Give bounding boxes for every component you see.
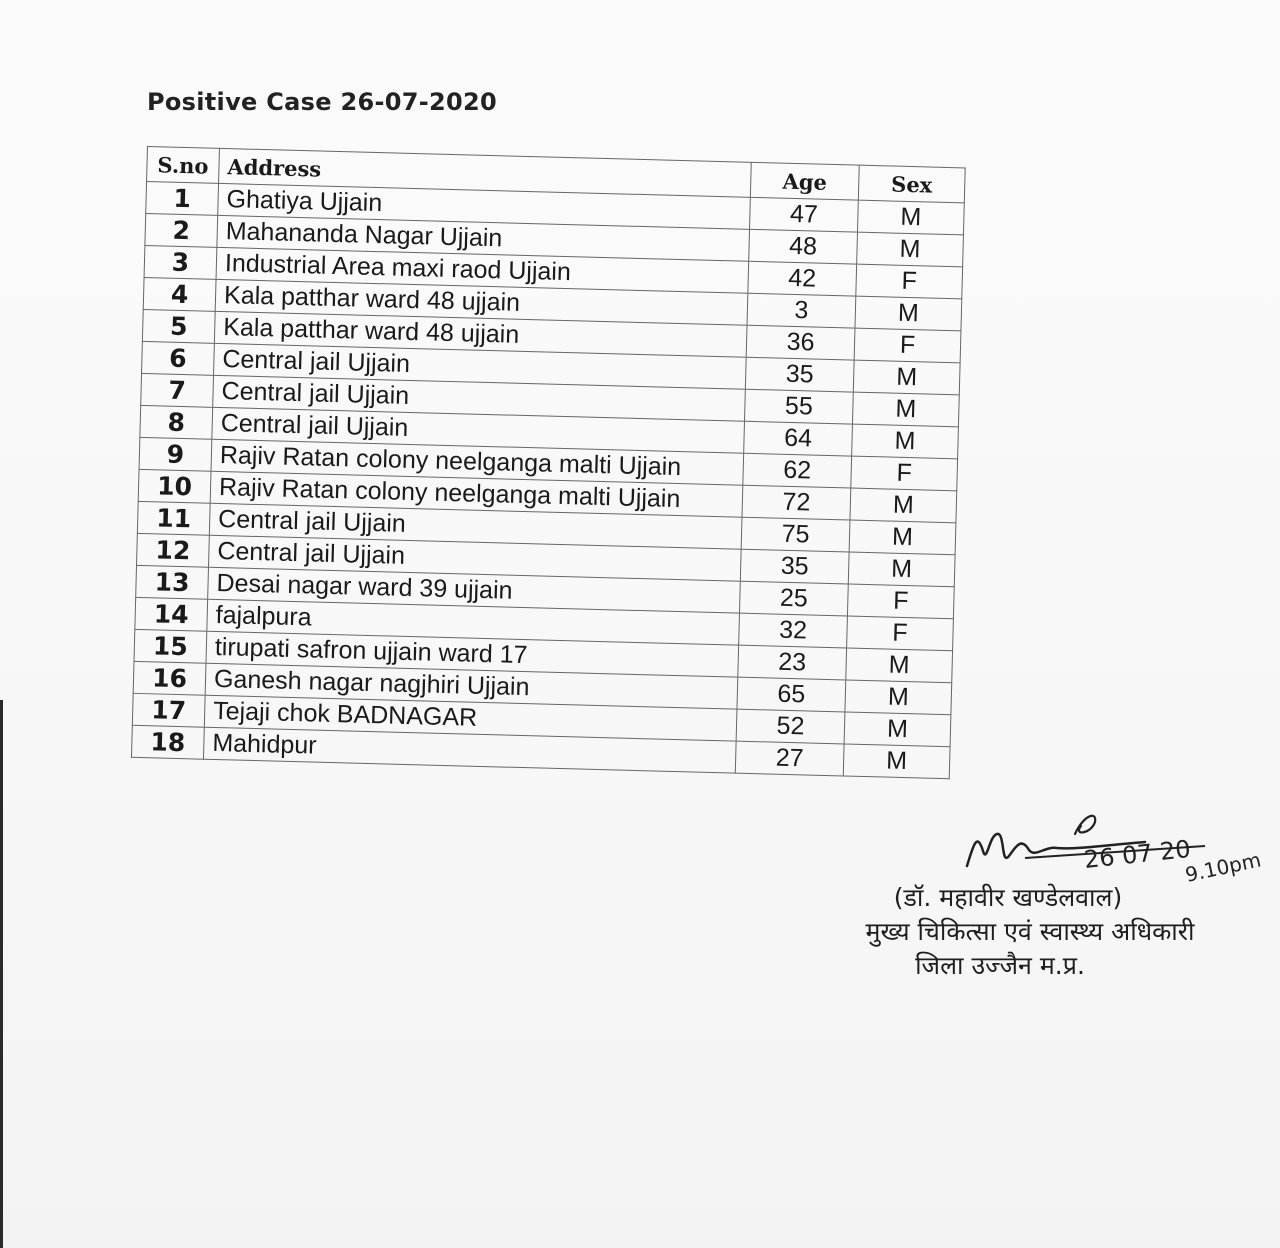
cell-sex: M: [844, 712, 951, 747]
cell-age: 65: [737, 677, 846, 712]
cases-table-container: [131, 146, 966, 779]
cell-sex: F: [851, 456, 958, 491]
cell-sno: 17: [132, 693, 205, 727]
cell-sex: F: [854, 328, 961, 363]
cell-address: Kala patthar ward 48 ujjain: [215, 279, 748, 325]
cell-age: 42: [748, 261, 857, 296]
cell-age: 35: [740, 549, 849, 584]
cell-age: 47: [750, 197, 859, 232]
document-title: Positive Case 26-07-2020: [147, 88, 498, 116]
positive-cases-table: [131, 146, 966, 779]
cell-age: 62: [743, 453, 852, 488]
cell-age: 75: [741, 517, 850, 552]
cell-address: Kala patthar ward 48 ujjain: [214, 311, 747, 357]
cell-age: 52: [736, 709, 845, 744]
cell-address: Ghatiya Ujjain: [218, 183, 751, 229]
cell-sno: 10: [138, 469, 211, 503]
cell-sno: 14: [135, 597, 208, 631]
cell-address: Mahidpur: [203, 727, 736, 773]
cell-age: 55: [744, 389, 853, 424]
cell-sno: 16: [133, 661, 206, 695]
cell-sex: M: [846, 648, 953, 683]
cell-sno: 15: [134, 629, 207, 663]
cell-sno: 6: [142, 341, 215, 375]
cell-sno: 3: [144, 245, 217, 279]
cell-sno: 18: [131, 725, 204, 759]
cell-age: 35: [745, 357, 854, 392]
cell-sex: M: [850, 488, 957, 523]
header-address: Address: [219, 148, 752, 197]
cell-sex: M: [857, 232, 964, 267]
cell-address: tirupati safron ujjain ward 17: [206, 631, 739, 677]
cell-sex: M: [849, 520, 956, 555]
cell-sno: 11: [137, 501, 210, 535]
cell-sex: M: [853, 360, 960, 395]
cell-sex: M: [843, 744, 950, 779]
cell-sex: F: [856, 264, 963, 299]
cell-sno: 5: [142, 309, 215, 343]
cell-age: 64: [744, 421, 853, 456]
header-age: Age: [750, 162, 859, 200]
cell-age: 3: [747, 293, 856, 328]
cell-sex: M: [852, 424, 959, 459]
cell-sex: F: [847, 616, 954, 651]
page-edge-shadow: [0, 700, 3, 1248]
cell-age: 23: [738, 645, 847, 680]
cell-age: 27: [735, 741, 844, 776]
signature-time: 9.10pm: [1183, 847, 1264, 887]
cell-address: Central jail Ujjain: [208, 535, 741, 581]
cell-address: Industrial Area maxi raod Ujjain: [216, 247, 749, 293]
signatory-name: (डॉ. महावीर खण्डेलवाल): [893, 883, 1123, 912]
cell-age: 36: [746, 325, 855, 360]
cell-address: Central jail Ujjain: [214, 343, 747, 389]
cell-age: 32: [739, 613, 848, 648]
cell-sex: M: [845, 680, 952, 715]
cell-sex: M: [855, 296, 962, 331]
cell-age: 25: [739, 581, 848, 616]
cell-sno: 13: [136, 565, 209, 599]
header-sex: Sex: [858, 165, 965, 203]
cell-age: 48: [749, 229, 858, 264]
cell-address: Central jail Ujjain: [212, 407, 745, 453]
cell-sex: F: [847, 584, 954, 619]
cell-sex: M: [857, 200, 964, 235]
signature-date: 26 07 20: [1082, 834, 1192, 874]
cell-sno: 12: [137, 533, 210, 567]
cell-address: Tejaji chok BADNAGAR: [204, 695, 737, 741]
cell-address: fajalpura: [207, 599, 740, 645]
cell-age: 72: [742, 485, 851, 520]
cell-sex: M: [852, 392, 959, 427]
header-sno: S.no: [147, 147, 220, 184]
cell-sno: 4: [143, 277, 216, 311]
cell-sno: 1: [146, 182, 219, 216]
cell-address: Ganesh nagar nagjhiri Ujjain: [205, 663, 738, 709]
cell-address: Rajiv Ratan colony neelganga malti Ujjain: [210, 471, 743, 517]
cell-address: Central jail Ujjain: [209, 503, 742, 549]
cell-address: Rajiv Ratan colony neelganga malti Ujjain: [211, 439, 744, 485]
signatory-district: जिला उज्जैन म.प्र.: [915, 951, 1085, 980]
cell-address: Desai nagar ward 39 ujjain: [208, 567, 741, 613]
cell-sno: 2: [145, 213, 218, 247]
cell-address: Central jail Ujjain: [213, 375, 746, 421]
cell-sno: 9: [139, 437, 212, 471]
cell-address: Mahananda Nagar Ujjain: [217, 215, 750, 261]
cell-sno: 7: [141, 373, 214, 407]
signatory-designation: मुख्य चिकित्सा एवं स्वास्थ्य अधिकारी: [865, 917, 1195, 946]
cell-sno: 8: [140, 405, 213, 439]
cell-sex: M: [848, 552, 955, 587]
